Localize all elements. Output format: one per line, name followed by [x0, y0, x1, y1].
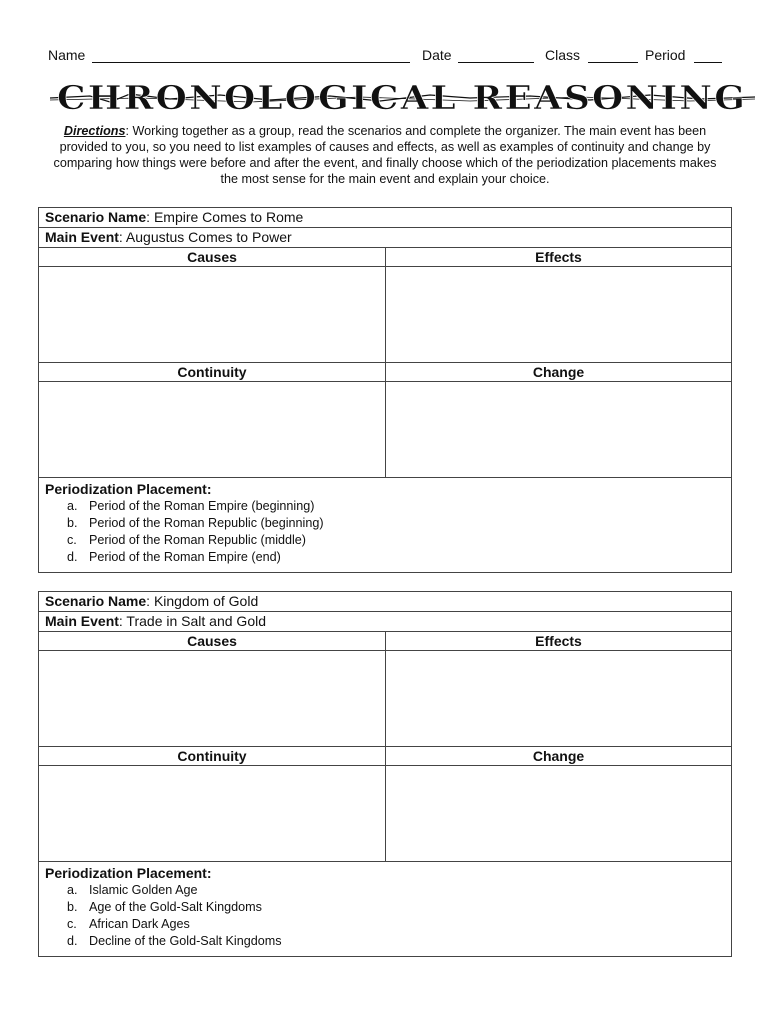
- change-heading: Change: [386, 747, 731, 766]
- causes-heading: Causes: [39, 248, 385, 267]
- name-field[interactable]: [92, 62, 410, 63]
- effects-heading: Effects: [386, 248, 731, 267]
- header-fields: [48, 47, 728, 67]
- continuity-change-row: [39, 747, 731, 862]
- effects-answer-box[interactable]: [386, 651, 731, 746]
- scenario-name-row: [39, 592, 731, 612]
- scenario-name-row: [39, 208, 731, 228]
- period-label: Period: [645, 47, 686, 63]
- periodization-option[interactable]: c. African Dark Ages: [67, 917, 190, 931]
- change-answer-box[interactable]: [386, 766, 731, 861]
- periodization-option[interactable]: d. Decline of the Gold-Salt Kingdoms: [67, 934, 282, 948]
- scenario-organizer: [38, 207, 732, 573]
- main-event-row: [39, 228, 731, 248]
- change-heading: Change: [386, 363, 731, 382]
- periodization-options: [45, 498, 725, 566]
- continuity-column: [39, 747, 386, 861]
- periodization-option[interactable]: d. Period of the Roman Empire (end): [67, 550, 281, 564]
- periodization-title: Periodization Placement:: [45, 481, 212, 497]
- continuity-column: [39, 363, 386, 477]
- scenario-name-value: : Kingdom of Gold: [146, 593, 259, 609]
- main-event-value: : Trade in Salt and Gold: [118, 613, 266, 629]
- class-label: Class: [545, 47, 581, 63]
- date-label: Date: [422, 47, 452, 63]
- main-event-label: Main Event: [45, 229, 119, 245]
- directions: [44, 123, 726, 187]
- causes-column: [39, 632, 386, 746]
- main-event-row: [39, 612, 731, 632]
- title-graphic: [50, 72, 755, 120]
- periodization-option[interactable]: c. Period of the Roman Republic (middle): [67, 533, 306, 547]
- class-field[interactable]: [588, 62, 638, 63]
- effects-column: [386, 248, 731, 362]
- continuity-change-row: [39, 363, 731, 478]
- period-field[interactable]: [694, 62, 722, 63]
- periodization-option[interactable]: b. Age of the Gold-Salt Kingdoms: [67, 900, 262, 914]
- causes-column: [39, 248, 386, 362]
- continuity-answer-box[interactable]: [39, 382, 385, 477]
- scenario-name-label: Scenario Name: [45, 593, 147, 609]
- change-answer-box[interactable]: [386, 382, 731, 477]
- causes-answer-box[interactable]: [39, 651, 385, 746]
- periodization-section: [39, 862, 731, 956]
- main-event-value: : Augustus Comes to Power: [118, 229, 292, 245]
- name-label: Name: [48, 47, 86, 63]
- continuity-heading: Continuity: [39, 747, 385, 766]
- continuity-answer-box[interactable]: [39, 766, 385, 861]
- page-title: CHRONOLOGICAL REASONING: [57, 78, 748, 117]
- title-banner: [50, 72, 755, 120]
- continuity-heading: Continuity: [39, 363, 385, 382]
- periodization-options: [45, 882, 725, 950]
- periodization-title: Periodization Placement:: [45, 865, 212, 881]
- change-column: [386, 747, 731, 861]
- effects-heading: Effects: [386, 632, 731, 651]
- scenario-name-label: Scenario Name: [45, 209, 147, 225]
- periodization-section: [39, 478, 731, 572]
- periodization-option[interactable]: a. Islamic Golden Age: [67, 883, 198, 897]
- date-field[interactable]: [458, 62, 534, 63]
- causes-answer-box[interactable]: [39, 267, 385, 362]
- causes-heading: Causes: [39, 632, 385, 651]
- effects-column: [386, 632, 731, 746]
- effects-answer-box[interactable]: [386, 267, 731, 362]
- cause-effect-row: [39, 632, 731, 747]
- periodization-option[interactable]: b. Period of the Roman Republic (beginning): [67, 516, 324, 530]
- change-column: [386, 363, 731, 477]
- directions-label: Directions: [63, 124, 126, 138]
- cause-effect-row: [39, 248, 731, 363]
- main-event-label: Main Event: [45, 613, 119, 629]
- periodization-option[interactable]: a. Period of the Roman Empire (beginning): [67, 499, 315, 513]
- scenario-name-value: : Empire Comes to Rome: [146, 209, 304, 225]
- directions-text: : Working together as a group, read the scenarios and complete the organizer. The main event has been provided to you, so you need to list examples of causes and effects, as well as examples of continuity and change by comparing how things were before and after the event, and finally choose which of the periodization placements makes the most sense for the main event and explain your choice.: [53, 124, 717, 186]
- scenario-organizer: [38, 591, 732, 957]
